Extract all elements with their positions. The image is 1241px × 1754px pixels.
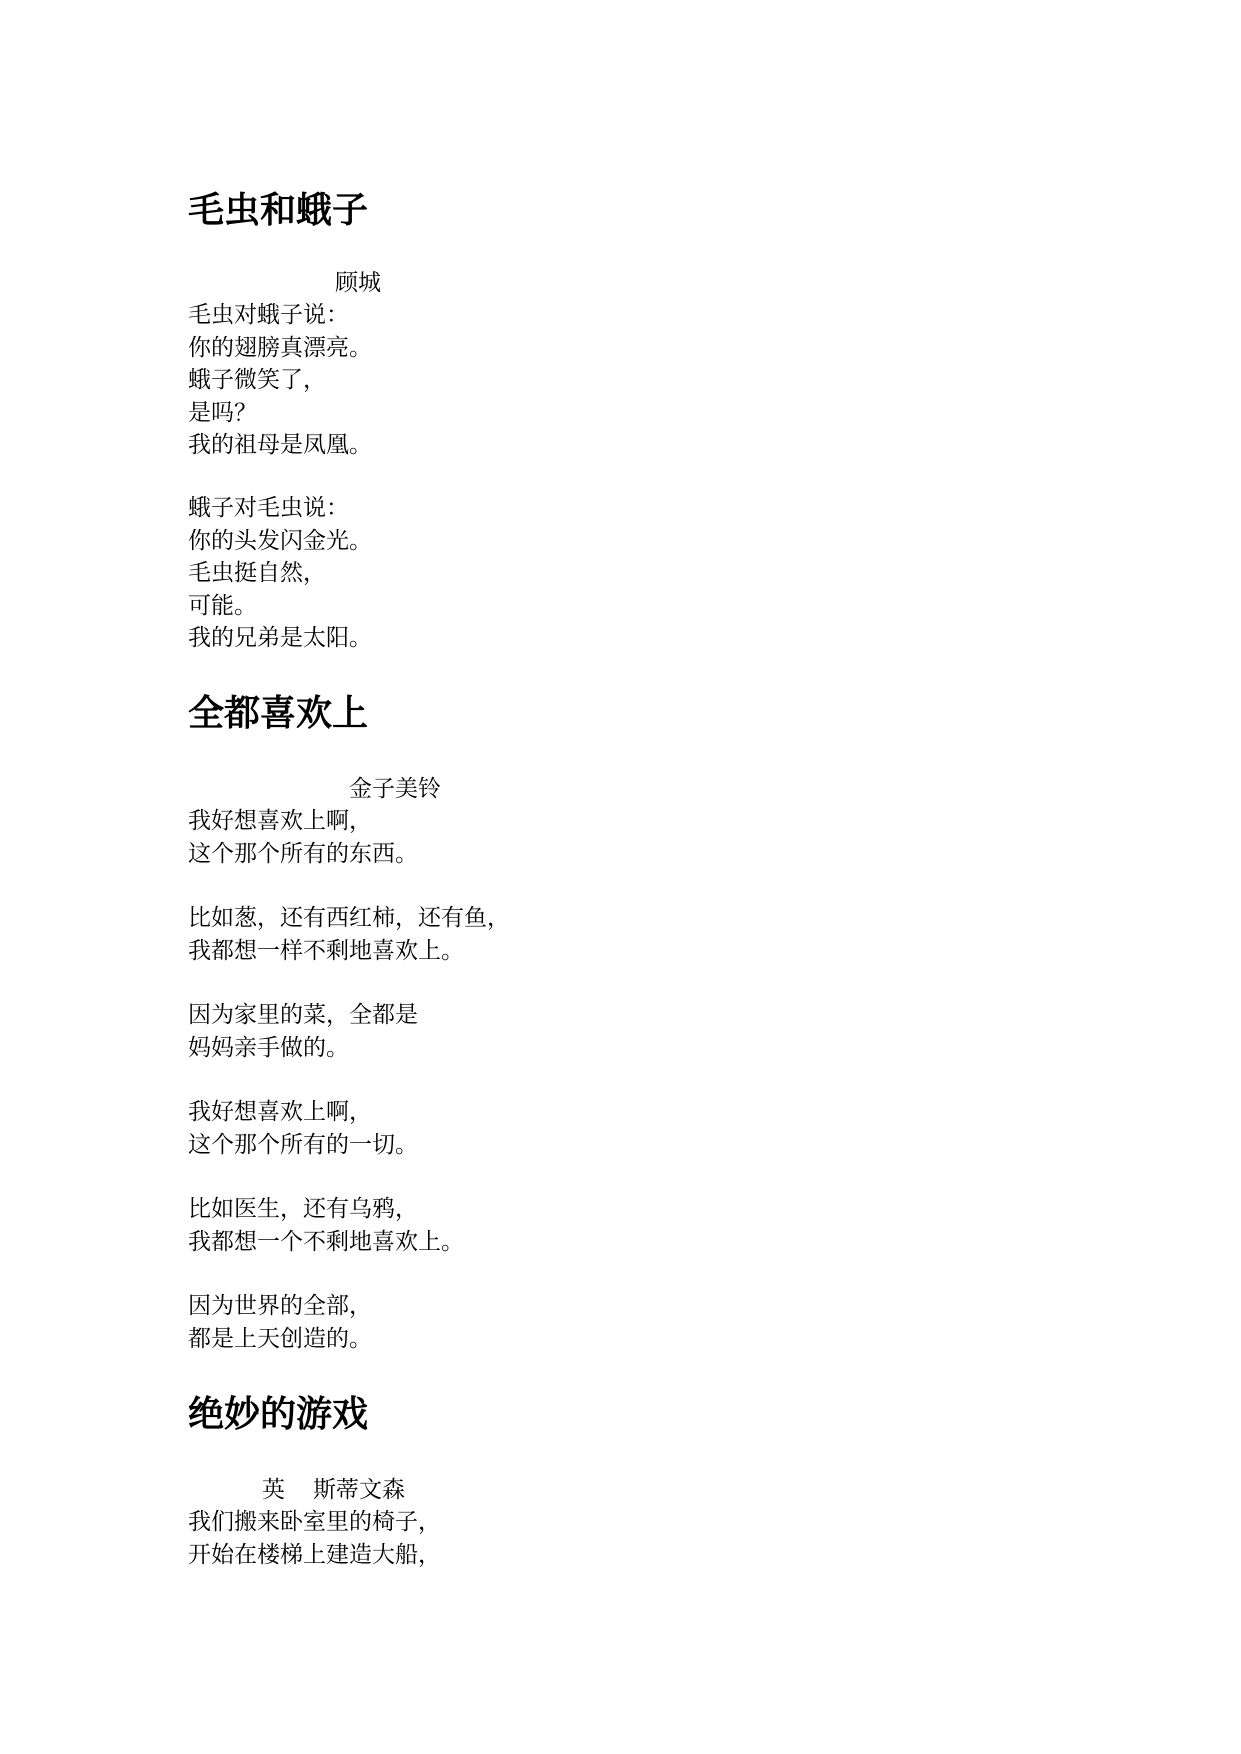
poem-title: 绝妙的游戏	[188, 1394, 369, 1435]
poem-line: 可能。	[188, 592, 257, 619]
poem-title: 全都喜欢上	[188, 693, 369, 734]
poem-title: 毛虫和蛾子	[188, 190, 369, 231]
poem-stanza	[188, 999, 418, 1064]
poem-stanza	[188, 1193, 464, 1258]
poem-stanza	[188, 902, 510, 967]
poem-line: 毛虫对蛾子说：	[188, 302, 349, 328]
poem-line: 蛾子对毛虫说：	[188, 495, 349, 521]
poem-line: 我好想喜欢上啊，	[188, 1099, 372, 1125]
poem-line: 蛾子微笑了，	[188, 367, 326, 393]
poem-line: 毛虫挺自然，	[188, 560, 326, 586]
poem-stanza	[188, 1290, 372, 1355]
poem-line: 这个那个所有的东西。	[188, 840, 418, 867]
poem-line: 我的祖母是凤凰。	[188, 432, 372, 458]
poem-author: 顾城	[335, 270, 381, 296]
poem-stanza	[188, 805, 418, 870]
poem-line: 比如医生，还有乌鸦，	[188, 1196, 418, 1222]
poem-line: 开始在楼梯上建造大船，	[188, 1541, 441, 1568]
poem-line: 因为家里的菜，全都是	[188, 1002, 418, 1028]
poem-line: 我们搬来卧室里的椅子，	[188, 1509, 441, 1535]
poem-line: 因为世界的全部，	[188, 1293, 372, 1319]
poem-line: 比如葱，还有西红柿，还有鱼，	[188, 905, 510, 931]
poem-author-country: 英	[262, 1477, 285, 1503]
poem-line: 我都想一样不剩地喜欢上。	[188, 937, 464, 964]
poem-line: 是吗？	[188, 399, 257, 426]
poem-line: 你的头发闪金光。	[188, 527, 372, 554]
poem-stanza	[188, 1506, 441, 1571]
poem-line: 我好想喜欢上啊，	[188, 808, 372, 834]
poem-author-name: 斯蒂文森	[313, 1477, 405, 1503]
poem-line: 这个那个所有的一切。	[188, 1131, 418, 1158]
poem-line: 我都想一个不剩地喜欢上。	[188, 1228, 464, 1255]
poem-line: 你的翅膀真漂亮。	[188, 334, 372, 361]
poem-stanza	[188, 1096, 418, 1161]
poem-author: 金子美铃	[349, 776, 441, 802]
poem-stanza	[188, 299, 372, 462]
poem-line: 妈妈亲手做的。	[188, 1034, 349, 1061]
poem-author	[262, 1474, 405, 1506]
poem-line: 都是上天创造的。	[188, 1325, 372, 1352]
poem-stanza	[188, 492, 372, 655]
poem-line: 我的兄弟是太阳。	[188, 625, 372, 651]
